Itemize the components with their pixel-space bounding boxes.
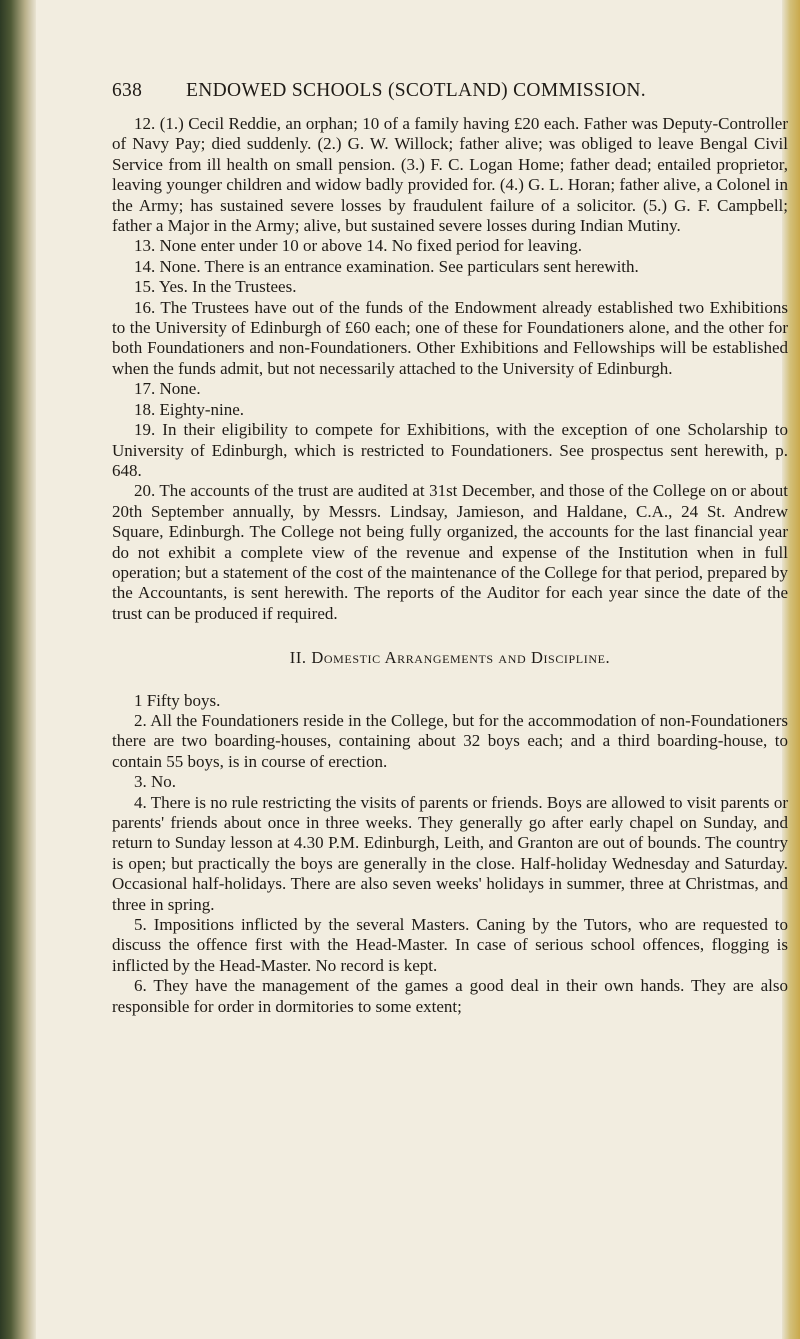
paragraph: 13. None enter under 10 or above 14. No fixed period for leaving.	[134, 236, 583, 256]
document-page	[112, 80, 788, 1017]
section-numeral: II.	[289, 648, 307, 668]
section-title: Domestic Arrangements and Discipline.	[311, 648, 611, 668]
paragraph: 2. All the Foundationers reside in the College, but for the accommodation of non-Foundationers there are two boarding-houses, containing about 32 boys each; and a third boarding-house, to contain 55 boys, is in course of erection.	[112, 710, 788, 771]
paragraph: 19. In their eligibility to compete for Exhibitions, with the exception of one Scholarship to University of Edinburgh, which is restricted to Foundationers. See prospectus sent herewith, p. 648.	[112, 420, 788, 480]
section-heading	[112, 648, 788, 668]
paragraph: 20. The accounts of the trust are audited at 31st December, and those of the College on or about 20th September annually, by Messrs. Lindsay, Jamieson, and Haldane, C.A., 24 St. Andrew Square, Edinburgh. The College not being fully organized, the accounts for the last financial year do not exhibit a complete view of the revenue and expense of the Institution when in full operation; but a statement of the cost of the maintenance of the College for that period, prepared by the Accountants, is sent herewith. The reports of the Auditor for each year since the date of the trust can be produced if required.	[112, 481, 788, 623]
paragraph: 14. None. There is an entrance examination. See particulars sent herewith.	[134, 256, 639, 276]
body-text	[112, 114, 788, 1017]
paragraph: 4. There is no rule restricting the visits of parents or friends. Boys are allowed to visit parents or parents' friends about once in three weeks. They generally go after early chapel on Sunday, and return to Sunday lesson at 4.30 P.M. Edinburgh, Leith, and Granton are out of bounds. The country is open; but practically the boys are generally in the close. Half-holiday Wednesday and Saturday. Occasional half-holidays. There are also seven weeks' holidays in summer, three at Christmas, and three in spring.	[112, 792, 788, 914]
paragraph: 3. No.	[134, 772, 177, 792]
book-binding-edge	[0, 0, 36, 1339]
paragraph: 17. None.	[134, 379, 201, 399]
paragraph: 6. They have the management of the games a good deal in their own hands. They are also responsible for order in dormitories to some extent;	[112, 976, 788, 1016]
paragraph: 1 Fifty boys.	[134, 690, 221, 710]
paragraph: 12. (1.) Cecil Reddie, an orphan; 10 of a family having £20 each. Father was Deputy-Controller of Navy Pay; died suddenly. (2.) G. W. Willock; father alive; was obliged to leave Bengal Civil Service from ill health on small pension. (3.) F. C. Logan Home; father dead; entailed proprietor, leaving younger children and widow badly provided for. (4.) G. L. Horan; father alive, a Colonel in the Army; has sustained severe losses by fraudulent failure of a solicitor. (5.) G. F. Campbell; father a Major in the Army; alive, but sustained severe losses during Indian Mutiny.	[112, 114, 788, 236]
running-title: ENDOWED SCHOOLS (SCOTLAND) COMMISSION.	[186, 80, 646, 101]
paragraph: 5. Impositions inflicted by the several Masters. Caning by the Tutors, who are requested to discuss the offence first with the Head-Master. In case of serious school offences, flogging is inflicted by the Head-Master. No record is kept.	[112, 915, 788, 975]
page-header	[112, 80, 788, 102]
paragraph: 16. The Trustees have out of the funds of the Endowment already established two Exhibitions to the University of Edinburgh of £60 each; one of these for Foundationers alone, and the other for both Foundationers and non-Foundationers. Other Exhibitions and Fellowships will be established when the funds admit, but not necessarily attached to the University of Edinburgh.	[112, 297, 788, 378]
paragraph: 15. Yes. In the Trustees.	[134, 277, 297, 297]
paragraph: 18. Eighty-nine.	[134, 399, 245, 419]
page-number: 638	[112, 80, 143, 101]
